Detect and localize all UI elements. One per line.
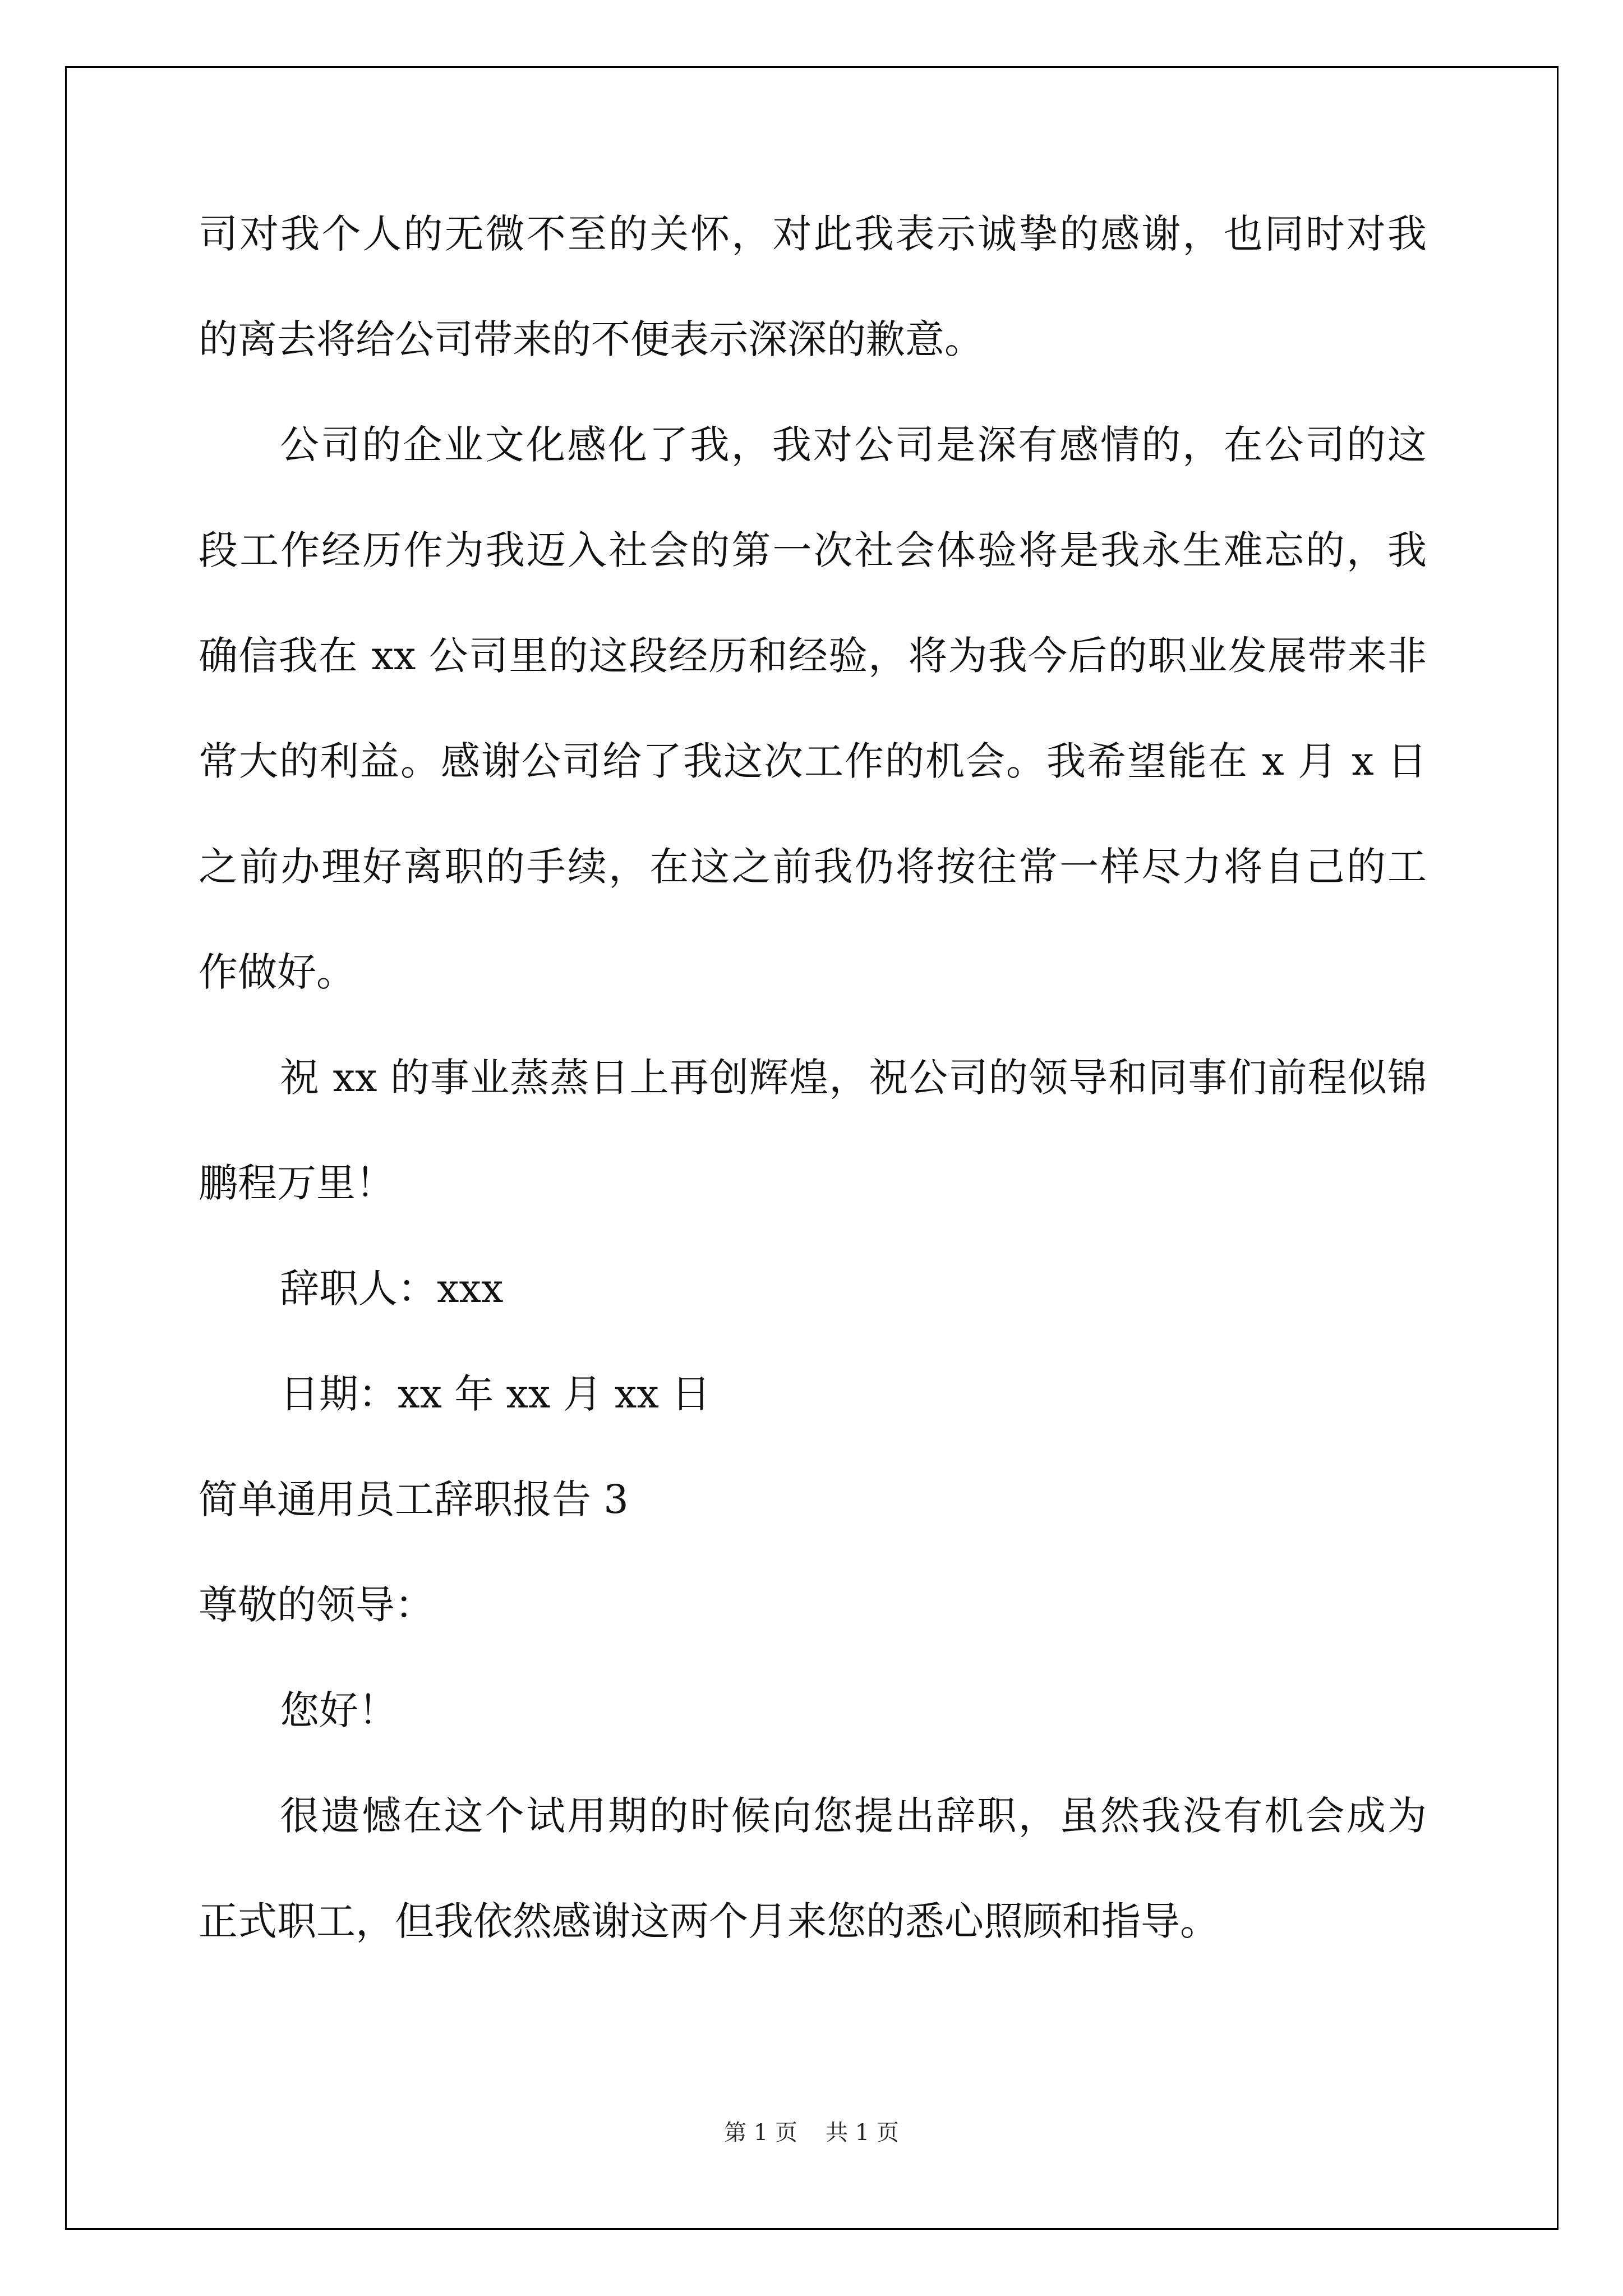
page-footer [0, 2122, 1623, 2144]
text-line: 正式职工，但我依然感谢这两个月来您的悉心照顾和指导。 [199, 1898, 1219, 1944]
date-line: 日期：xx 年 xx 月 xx 日 [280, 1371, 711, 1417]
salutation: 尊敬的领导： [199, 1582, 434, 1628]
text-line: 常大的利益。感谢公司给了我这次工作的机会。我希望能在 x 月 x 日 [199, 738, 1427, 784]
section-heading: 简单通用员工辞职报告 3 [199, 1476, 629, 1522]
text-line: 祝 xx 的事业蒸蒸日上再创辉煌，祝公司的领导和同事们前程似锦 [280, 1055, 1427, 1101]
text-line: 的离去将给公司带来的不便表示深深的歉意。 [199, 316, 984, 362]
page-total: 共 1 页 [826, 2120, 899, 2146]
text-line: 公司的企业文化感化了我，我对公司是深有感情的，在公司的这 [280, 422, 1427, 468]
text-line: 作做好。 [199, 949, 356, 995]
text-line: 鹏程万里！ [199, 1160, 395, 1206]
text-line: 很遗憾在这个试用期的时候向您提出辞职，虽然我没有机会成为 [280, 1793, 1427, 1839]
document-body [199, 211, 1427, 2007]
page-number: 第 1 页 [724, 2120, 797, 2146]
text-line: 司对我个人的无微不至的关怀，对此我表示诚挚的感谢，也同时对我 [199, 211, 1427, 257]
greeting: 您好！ [280, 1687, 398, 1733]
signatory-line: 辞职人：xxx [280, 1266, 504, 1312]
text-line: 确信我在 xx 公司里的这段经历和经验，将为我今后的职业发展带来非 [199, 633, 1427, 679]
text-line: 段工作经历作为我迈入社会的第一次社会体验将是我永生难忘的，我 [199, 527, 1427, 573]
text-line: 之前办理好离职的手续，在这之前我仍将按往常一样尽力将自己的工 [199, 844, 1427, 890]
